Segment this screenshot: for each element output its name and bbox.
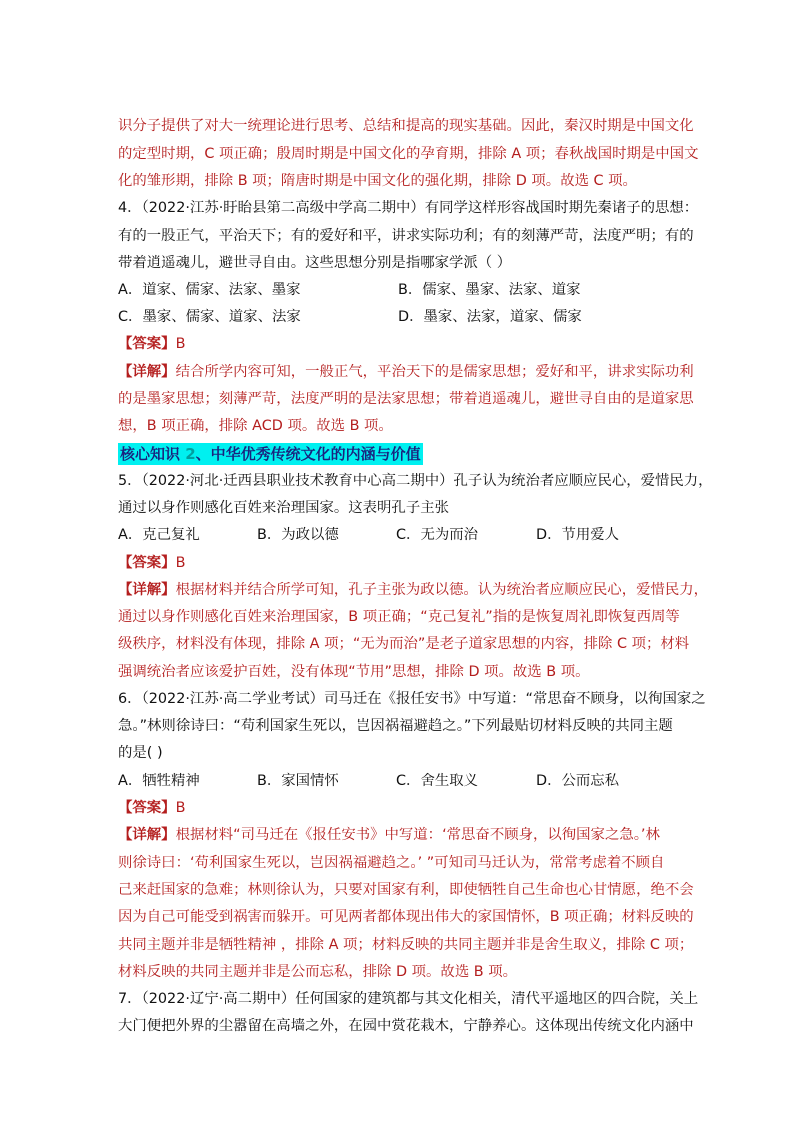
q6-detail-line-4: 因为自己可能受到祸害而躲开。可见两者都体现出伟大的家国情怀，B 项正确；材料反映的 <box>118 909 694 925</box>
q4-detail-line-2: 的是墨家思想；刻薄严苛，法度严明的是法家思想；带着逍遥魂儿，避世寻自由的是道家思 <box>118 391 694 407</box>
q6-detail-line-2: 则徐诗曰：‘苟利国家生死以，岂因祸福避趋之。’ ”可知司马迁认为，常常考虑着不顾自 <box>118 855 665 871</box>
detail-tag: 【详解】 <box>118 827 176 843</box>
q7-stem-line-2: 大门便把外界的尘嚣留在高墙之外，在园中赏花栽木，宁静养心。这体现出传统文化内涵中 <box>118 1018 694 1034</box>
q4-answer <box>118 334 185 356</box>
q6-option-c: C．舍生取义 <box>396 773 479 789</box>
q4-stem-line-2: 有的一股正气，平治天下；有的爱好和平，讲求实际功利；有的刻薄严苛，法度严明；有的 <box>118 228 694 244</box>
q6-answer <box>118 798 185 820</box>
section-heading-number: 2 <box>185 445 196 463</box>
answer-value: B <box>175 555 186 571</box>
answer-tag: 【答案】 <box>118 336 176 352</box>
section-heading <box>118 443 423 465</box>
q4-option-b: B．儒家、墨家、法家、道家 <box>398 282 581 298</box>
q5-answer <box>118 553 185 575</box>
q5-detail-line-3: 级秩序，材料没有体现，排除 A 项；“无为而治”是老子道家思想的内容，排除 C 项；材料 <box>118 636 690 652</box>
q5-option-d: D．节用爱人 <box>536 527 620 543</box>
q4-stem-line-1: 4．（2022·江苏·盱眙县第二高级中学高二期中）有同学这样形容战国时期先秦诸子的思想： <box>118 200 699 216</box>
section-heading-prefix: 核心知识 <box>120 445 186 463</box>
q5-option-a: A．克己复礼 <box>118 527 200 543</box>
q5-option-b: B．为政以德 <box>257 527 339 543</box>
q7-stem-line-1: 7．（2022·辽宁·高二期中）任何国家的建筑都与其文化相关，清代平遥地区的四合院，关上 <box>118 991 699 1007</box>
q6-detail-line-3: 己来赶国家的急难；林则徐认为，只要对国家有利，即使牺牲自己生命也心甘情愿，绝不会 <box>118 882 694 898</box>
q4-detail-line-1 <box>118 362 694 384</box>
q6-option-b: B．家国情怀 <box>257 773 339 789</box>
q6-stem-line-2: 急。”林则徐诗曰：“苟利国家生死以，岂因祸福避趋之。”下列最贴切材料反映的共同主题 <box>118 718 673 734</box>
q6-detail-line-6: 材料反映的共同主题并非是公而忘私，排除 D 项。故选 B 项。 <box>118 964 518 980</box>
q4-option-c: C．墨家、儒家、道家、法家 <box>118 309 301 325</box>
q6-stem-line-3: 的是( ) <box>118 745 163 761</box>
detail-text: 根据材料并结合所学可知，孔子主张为政以德。认为统治者应顺应民心，爱惜民力， <box>175 582 709 598</box>
q3-detail-line-1: 识分子提供了对大一统理论进行思考、总结和提高的现实基础。因此，秦汉时期是中国文化 <box>118 118 694 134</box>
detail-text: 根据材料“司马迁在《报任安书》中写道：‘常思奋不顾身，以徇国家之急。’林 <box>175 827 660 843</box>
q4-detail-line-3: 想，B 项正确，排除 ACD 项。故选 B 项。 <box>118 418 393 434</box>
q6-detail-line-5: 共同主题并非是牺牲精神 ，排除 A 项；材料反映的共同主题并非是舍生取义，排除 C 项； <box>118 937 694 953</box>
detail-text: 结合所学内容可知，一般正气，平治天下的是儒家思想；爱好和平，讲求实际功利 <box>175 364 694 380</box>
q5-detail-line-2: 通过以身作则感化百姓来治理国家，B 项正确；“克己复礼”指的是恢复周礼即恢复西周等 <box>118 609 680 625</box>
q5-detail-line-4: 强调统治者应该爱护百姓，没有体现“节用”思想，排除 D 项。故选 B 项。 <box>118 664 590 680</box>
q5-stem-line-2: 通过以身作则感化百姓来治理国家。这表明孔子主张 <box>118 500 449 516</box>
q6-detail-line-1 <box>118 825 660 847</box>
q5-detail-line-1 <box>118 580 708 602</box>
q5-option-c: C．无为而治 <box>396 527 479 543</box>
q4-stem-line-3: 带着逍遥魂儿，避世寻自由。这些思想分别是指哪家学派（ ） <box>118 255 512 271</box>
detail-tag: 【详解】 <box>118 582 176 598</box>
q6-option-d: D．公而忘私 <box>536 773 620 789</box>
detail-tag: 【详解】 <box>118 364 176 380</box>
q3-detail-line-3: 化的雏形期，排除 B 项；隋唐时期是中国文化的强化期，排除 D 项。故选 C 项。 <box>118 173 637 189</box>
answer-tag: 【答案】 <box>118 555 176 571</box>
q4-option-a: A．道家、儒家、法家、墨家 <box>118 282 301 298</box>
q6-option-a: A．牺牲精神 <box>118 773 200 789</box>
q6-stem-line-1: 6．（2022·江苏·高二学业考试）司马迁在《报任安书》中写道：“常思奋不顾身，以徇国家之 <box>118 691 706 707</box>
q5-stem-line-1: 5．（2022·河北·迁西县职业技术教育中心高二期中）孔子认为统治者应顺应民心，爱惜民力， <box>118 473 713 489</box>
answer-tag: 【答案】 <box>118 800 176 816</box>
q3-detail-line-2: 的定型时期，C 项正确；殷周时期是中国文化的孕育期，排除 A 项；春秋战国时期是中国文 <box>118 146 699 162</box>
q4-option-d: D．墨家、法家，道家、儒家 <box>398 309 582 325</box>
section-heading-title: 、中华优秀传统文化的内涵与价值 <box>195 445 421 463</box>
answer-value: B <box>175 800 186 816</box>
answer-value: B <box>175 336 186 352</box>
